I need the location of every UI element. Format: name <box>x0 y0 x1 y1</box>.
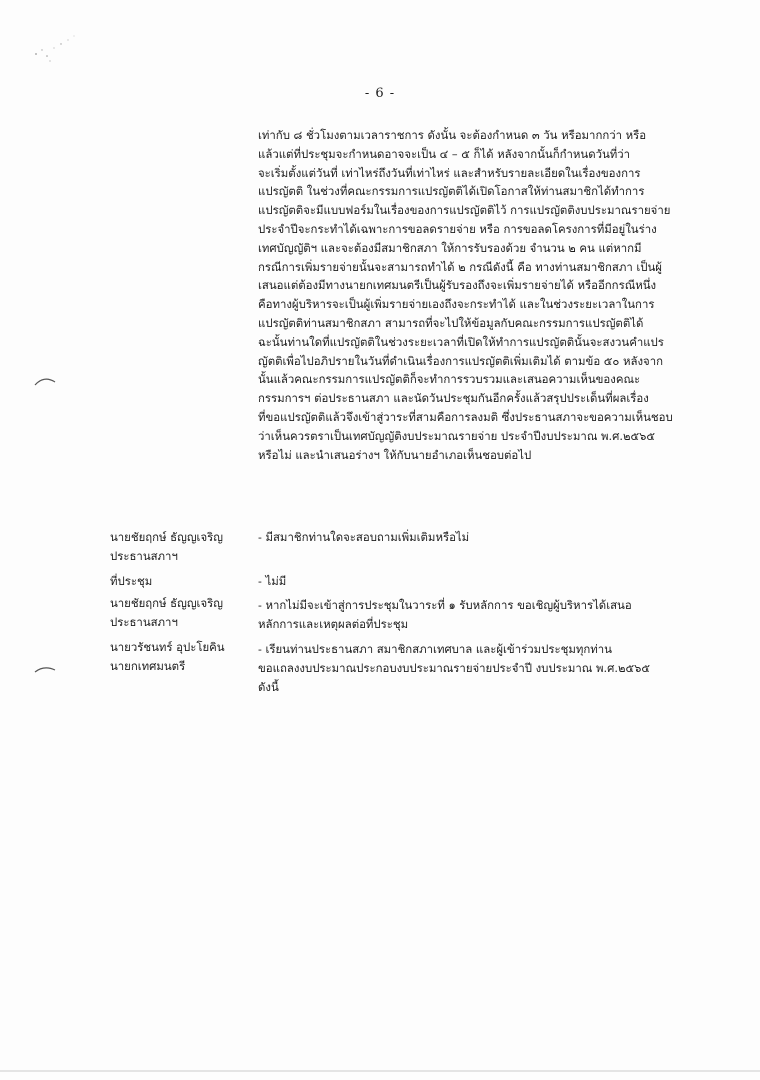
speaker-role: ประธานสภาฯ <box>110 614 178 629</box>
speaker-label <box>110 572 250 591</box>
body-line: นั้นแล้วคณะกรรมการแปรญัตติก็จะทำการรวบรวมและเสนอความเห็นของคณะ <box>258 372 641 387</box>
body-line: ญัตติเพื่อไปอภิปรายในวันที่ดำเนินเรื่องการแปรญัตติเพิ่มเติมได้ ตามข้อ ๕๐ หลังจาก <box>258 353 664 368</box>
speech-line: หลักการและเหตุผลต่อที่ประชุม <box>258 616 409 631</box>
speaker-label <box>110 594 250 632</box>
speech-text <box>258 640 698 696</box>
speech-line: - หากไม่มีจะเข้าสู่การประชุมในวาระที่ ๑ รับหลักการ ขอเชิญผู้บริหารได้เสนอ <box>258 598 632 612</box>
body-paragraph <box>258 126 696 464</box>
scan-edge <box>0 1070 760 1072</box>
speech-line: ดังนี้ <box>258 679 279 694</box>
punch-hole-mark <box>34 376 56 386</box>
body-line: เทศบัญญัติฯ และจะต้องมีสมาชิกสภา ให้การรับรองด้วย จำนวน ๒ คน แต่หากมี <box>258 240 642 255</box>
speech-text <box>258 596 698 634</box>
body-line: ว่าเห็นควรตราเป็นเทศบัญญัติงบประมาณรายจ่าย ประจำปีงบประมาณ พ.ศ.๒๕๖๕ <box>258 428 655 443</box>
scan-specks <box>28 28 88 68</box>
page-number: - 6 - <box>364 86 396 101</box>
body-line: แปรญัตติท่านสมาชิกสภา สามารถที่จะไปให้ข้อมูลกับคณะกรรมการแปรญัตติได้ <box>258 315 644 330</box>
body-line: ฉะนั้นท่านใดที่แปรญัตติในช่วงระยะเวลาที่เปิดให้ทำการแปรญัตตินั้นจะสงวนคำแปร <box>258 334 664 349</box>
speaker-label <box>110 528 250 566</box>
body-line: แล้วแต่ที่ประชุมจะกำหนดอาจจะเป็น ๔ – ๕ ก็ได้ หลังจากนั้นก็กำหนดวันที่ว่า <box>258 146 631 161</box>
body-line: จะเริ่มตั้งแต่วันที่ เท่าไหร่ถึงวันที่เท่าไหร่ และสำหรับรายละเอียดในเรื่องของการ <box>258 165 641 180</box>
body-line: แปรญัตติจะมีแบบฟอร์มในเรื่องของการแปรญัตติไว้ การแปรญัตติงบประมาณรายจ่าย <box>258 203 671 218</box>
speech-line: - มีสมาชิกท่านใดจะสอบถามเพิ่มเติมหรือไม่ <box>258 530 470 544</box>
punch-hole-mark <box>34 664 56 674</box>
body-line: กรณีการเพิ่มรายจ่ายนั้นจะสามารถทำได้ ๒ กรณีดังนี้ คือ ทางท่านสมาชิกสภา เป็นผู้ <box>258 259 662 274</box>
body-line: แปรญัตติ ในช่วงที่คณะกรรมการแปรญัตติได้เปิดโอกาสให้ท่านสมาชิกได้ทำการ <box>258 184 645 199</box>
speaker-name: นายชัยฤกษ์ ธัญญเจริญ <box>110 530 223 544</box>
speech-line: - เรียนท่านประธานสภา สมาชิกสภาเทศบาล และผู้เข้าร่วมประชุมทุกท่าน <box>258 642 612 656</box>
speaker-label <box>110 638 250 676</box>
speech-line: - ไม่มี <box>258 574 287 588</box>
body-line: ที่ขอแปรญัตติแล้วจึงเข้าสู่วาระที่สามคือการลงมติ ซึ่งประธานสภาจะขอความเห็นชอบ <box>258 409 673 424</box>
speech-text <box>258 572 698 591</box>
speaker-name: นายชัยฤกษ์ ธัญญเจริญ <box>110 596 223 610</box>
body-line: เสนอแต่ต้องมีทางนายกเทศมนตรีเป็นผู้รับรองถึงจะเพิ่มรายจ่ายได้ หรืออีกกรณีหนึ่ง <box>258 278 657 293</box>
speaker-name: นายวรัชนทร์ อุปะโยคิน <box>110 640 225 654</box>
speaker-role: นายกเทศมนตรี <box>110 658 186 673</box>
speaker-name: ที่ประชุม <box>110 574 153 588</box>
speech-text <box>258 528 698 547</box>
body-line: หรือไม่ และนำเสนอร่างฯ ให้กับนายอำเภอเห็นชอบต่อไป <box>258 447 532 462</box>
speech-line: ขอแถลงงบประมาณประกอบงบประมาณรายจ่ายประจำปี งบประมาณ พ.ศ.๒๕๖๕ <box>258 660 650 675</box>
body-line: เท่ากับ ๘ ชั่วโมงตามเวลาราชการ ดังนั้น จะต้องกำหนด ๓ วัน หรือมากกว่า หรือ <box>258 128 647 142</box>
body-line: คือทางผู้บริหารจะเป็นผู้เพิ่มรายจ่ายเองถึงจะกระทำได้ และในช่วงระยะเวลาในการ <box>258 297 655 312</box>
body-line: ประจำปีจะกระทำได้เฉพาะการขอลดรายจ่าย หรือ การขอลดโครงการที่มีอยู่ในร่าง <box>258 221 657 236</box>
body-line: กรรมการฯ ต่อประธานสภา และนัดวันประชุมกันอีกครั้งแล้วสรุปประเด็นที่ผลเรื่อง <box>258 391 649 406</box>
speaker-role: ประธานสภาฯ <box>110 548 178 563</box>
